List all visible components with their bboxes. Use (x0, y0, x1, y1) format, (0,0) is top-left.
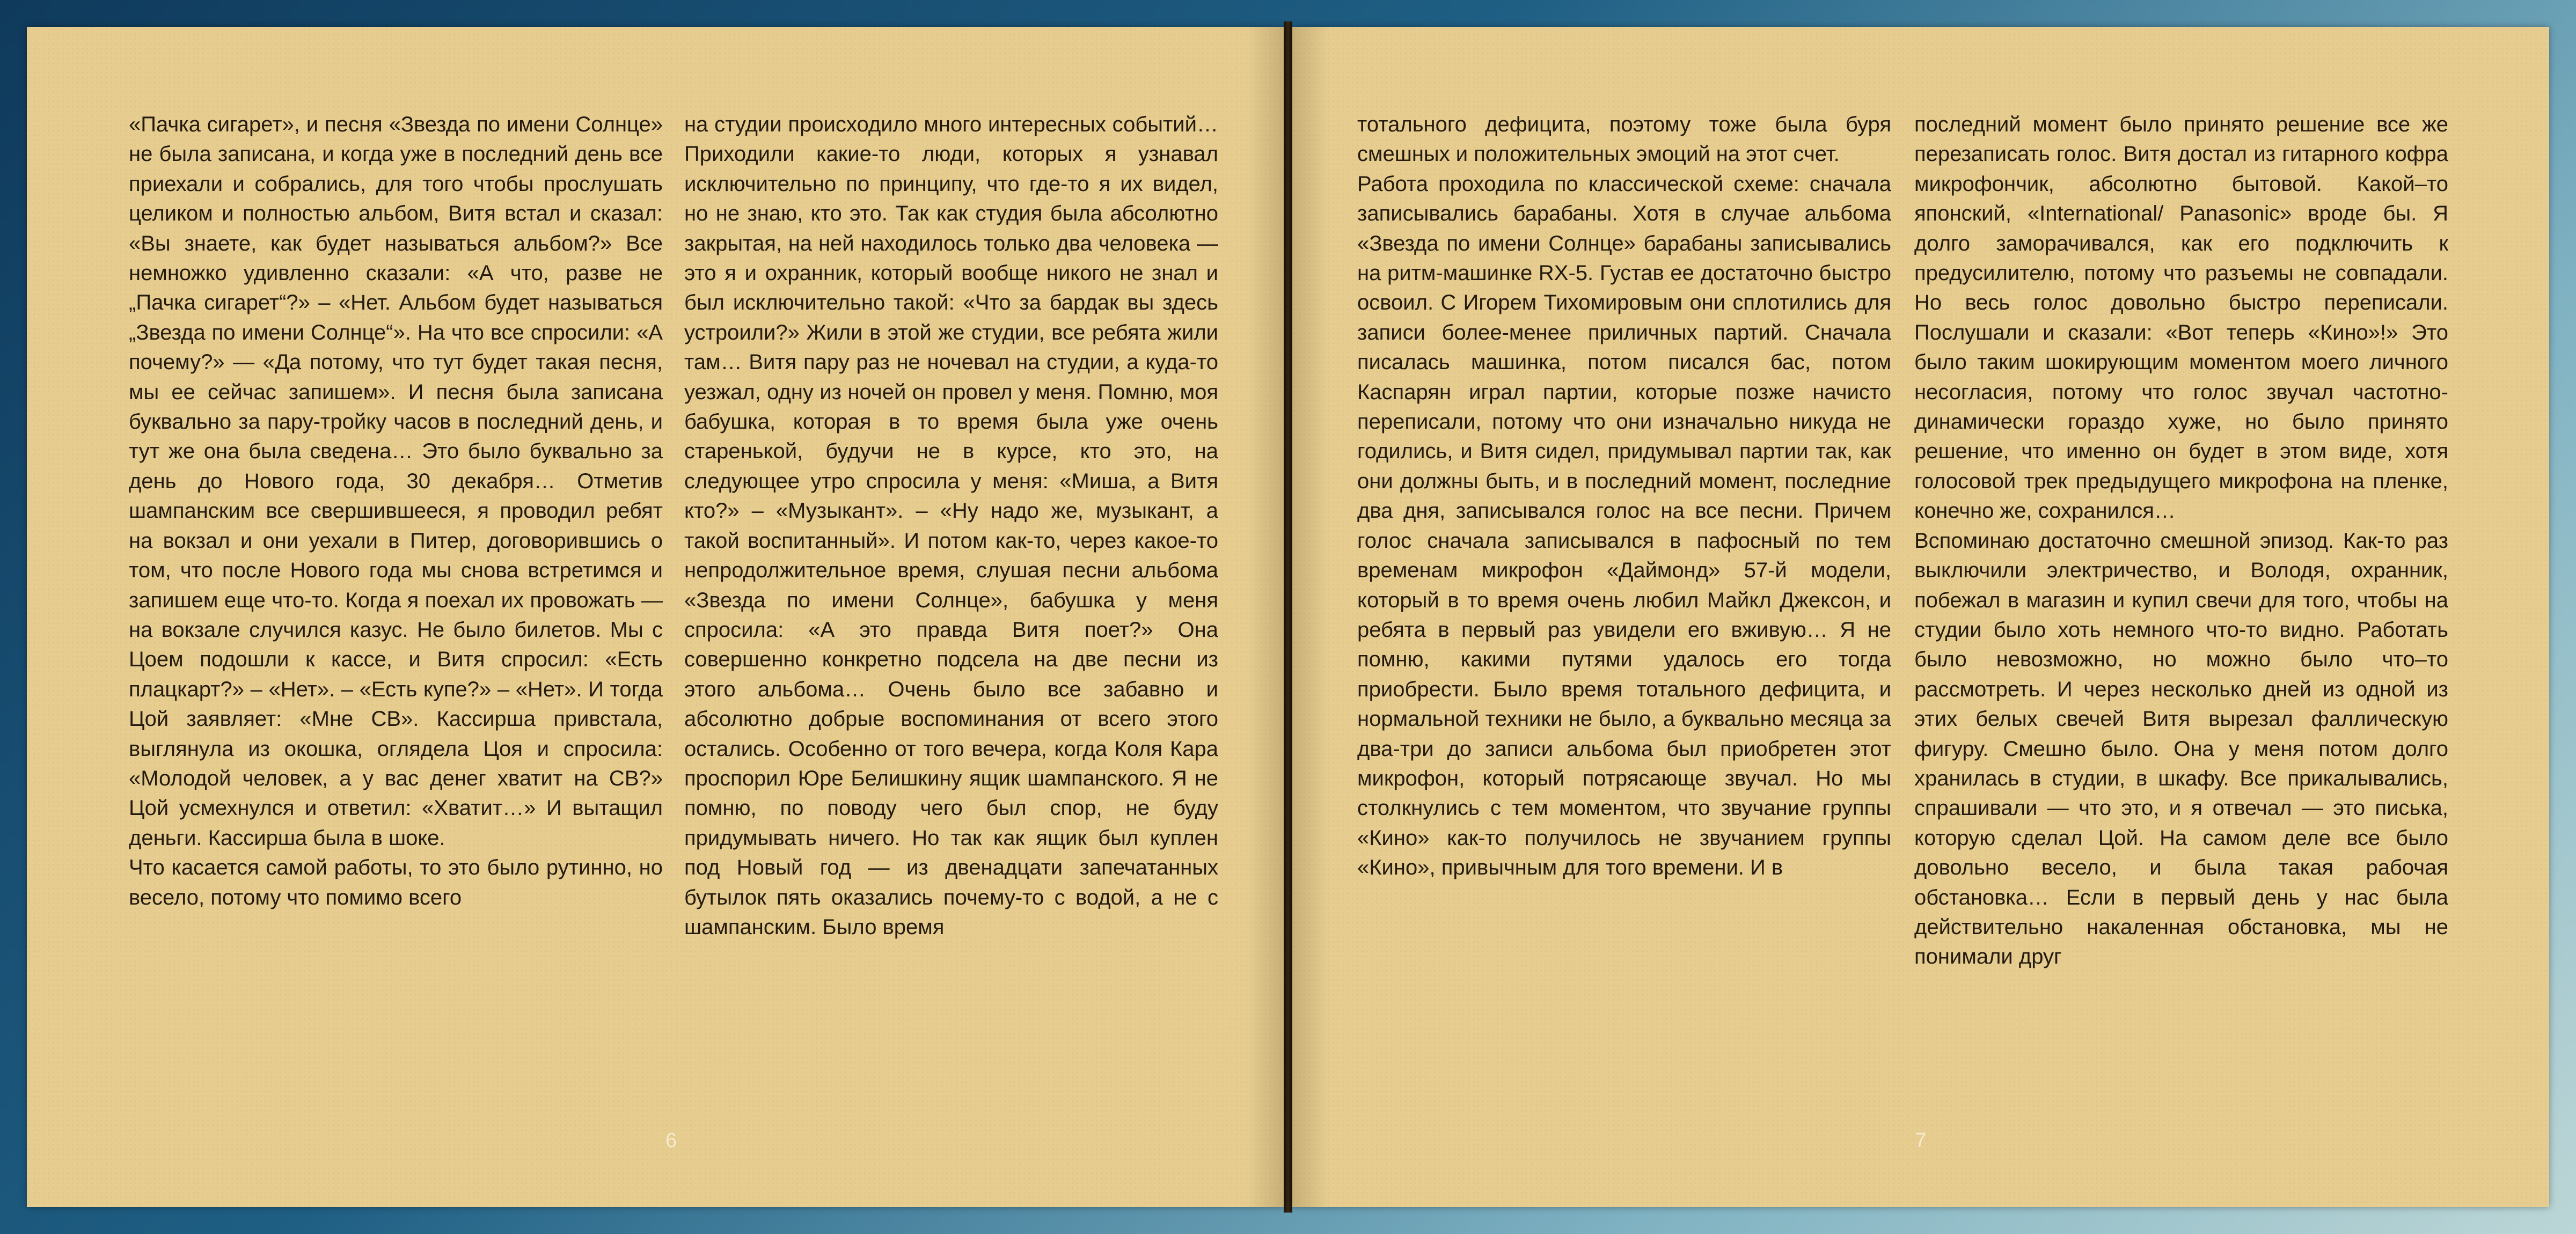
paragraph: последний момент было принято решение все же перезаписать голос. Витя достал из гитарного кофра микрофончик, абсолютно бытовой. Какой–то японский, «International/ Panasonic» вроде бы. Я долго заморачивался, как его подключить к предусилителю, потому что разъемы не совпадали. Но весь голос довольно быстро переписали. Послушали и сказали: «Вот теперь «Кино»!» Это было таким шокирующим моментом моего личного несогласия, потому что голос звучал частотно-динамически гораздо хуже, но было принято решение, что именно он будет в этом виде, хотя голосовой трек предыдущего микрофона на пленке, конечно же, сохранился… (1914, 113, 2448, 523)
right-page (1292, 27, 2549, 1207)
paragraph: на студии происходило много интересных событий… Приходили какие-то люди, которых я узнавал исключительно по принципу, что где-то я их видел, но не знаю, кто это. Так как студия была абсолютно закрытая, на ней находилось только два человека — это я и охранник, который вообще никого не знал и был исключительно такой: «Что за бардак вы здесь устроили?» Жили в этой же студии, все ребята жили там… Витя пару раз не ночевал на студии, а куда-то уезжал, одну из ночей он провел у меня. Помню, моя бабушка, которая в то время была уже очень старенькой, будучи не в курсе, кто это, на следующее утро спросила у меня: «Миша, а Витя кто?» – «Музыкант». – «Ну надо же, музыкант, а такой воспитанный». И потом как-то, через какое-то непродолжительное время, слушая песни альбома «Звезда по имени Солнце», бабушка у меня спросила: «А это правда Витя поет?» Она совершенно конкретно подсела на две песни из этого альбома… Очень было все забавно и абсолютно добрые воспоминания от всего этого остались. Особенно от того вечера, когда Коля Кара проспорил Юре Белишкину ящик шампанского. Я не помню, по поводу чего был спор, не буду придумывать ничего. Но так как ящик был куплен под Новый год — из двенадцати запечатанных бутылок пять оказались почему-то с водой, а не с шампанским. Было время (684, 113, 1218, 939)
paragraph: Вспоминаю достаточно смешной эпизод. Как-то раз выключили электричество, и Володя, охранник, побежал в магазин и купил свечи для того, чтобы на студии было хоть немного что-то видно. Работать было невозможно, но можно было что–то рассмотреть. И через несколько дней из одной из этих белых свечей Витя вырезал фаллическую фигуру. Смешно было. Она у меня потом долго хранилась в студии, в шкафу. Все прикалывались, спрашивали — что это, и я отвечал — это писька, которую сделал Цой. На самом деле все было довольно весело, и была такая рабочая обстановка… Если в первый день у нас была действительно накаленная обстановка, мы не понимали друг (1914, 528, 2448, 969)
left-page-column-2 (684, 110, 1218, 1113)
gutter-shadow-left (1246, 27, 1284, 1207)
page-number-right: 7 (1915, 1129, 1927, 1152)
gutter-shadow-right (1292, 27, 1330, 1207)
paragraph: Работа проходила по классической схеме: сначала записывались барабаны. Хотя в случае альбома «Звезда по имени Солнце» барабаны записывались на ритм-машинке RX-5. Густав ее достаточно быстро освоил. С Игорем Тихомировым они сплотились для записи более-менее приличных партий. Сначала писалась машинка, потом писался бас, потом Каспарян играл партии, которые позже начисто переписали, потому что они изначально никуда не годились, и Витя сидел, придумывал партии так, как они должны быть, и в последний момент, последние два дня, записывался голос на все песни. Причем голос сначала записывался в пафосный по тем временам микрофон «Даймонд» 57-й модели, который в то время очень любил Майкл Джексон, и ребята в первый раз увидели его вживую… Я не помню, какими путями удалось его тогда приобрести. Было время тотального дефицита, и нормальной техники не было, а буквально месяца за два-три до записи альбома был приобретен этот микрофон, который потрясающе звучал. Но мы столкнулись с тем моментом, что звучание группы «Кино» как-то получилось не звучанием группы «Кино», привычным для того времени. И в (1357, 172, 1891, 880)
paragraph: тотального дефицита, поэтому тоже была буря смешных и положительных эмоций на этот счет. (1357, 113, 1891, 166)
book-spine (1284, 21, 1292, 1213)
right-page-column-2 (1914, 110, 2448, 1113)
paragraph: «Пачка сигарет», и песня «Звезда по имени Солнце» не была записана, и когда уже в последний день все приехали и собрались, для того чтобы прослушать целиком и полностью альбом, Витя встал и сказал: «Вы знаете, как будет называться альбом?» Все немножко удивленно сказали: «А что, разве не „Пачка сигарет“?» – «Нет. Альбом будет называться „Звезда по имени Солнце“». На что все спросили: «А почему?» — «Да потому, что тут будет такая песня, мы ее сейчас запишем». И песня была записана буквально за пару-тройку часов в последний день, и тут же она была сведена… Это было буквально за день до Нового года, 30 декабря… Отметив шампанским все свершившееся, я проводил ребят на вокзал и они уехали в Питер, договорившись о том, что после Нового года мы снова встретимся и запишем еще что-то. Когда я поехал их провожать — на вокзале случился казус. Не было билетов. Мы с Цоем подошли к кассе, и Витя спросил: «Есть плацкарт?» – «Нет». – «Есть купе?» – «Нет». И тогда Цой заявляет: «Мне СВ». Кассирша привстала, выглянула из окошка, оглядела Цоя и спросила: «Молодой человек, а у вас денег хватит на СВ?» Цой усмехнулся и ответил: «Хватит…» И вытащил деньги. Кассирша была в шоке. (129, 113, 663, 850)
left-page-column-1 (129, 110, 663, 1113)
page-number-left: 6 (665, 1129, 677, 1152)
left-page (27, 27, 1284, 1207)
right-page-column-1 (1357, 110, 1891, 1113)
paragraph: Что касается самой работы, то это было рутинно, но весело, потому что помимо всего (129, 856, 663, 909)
